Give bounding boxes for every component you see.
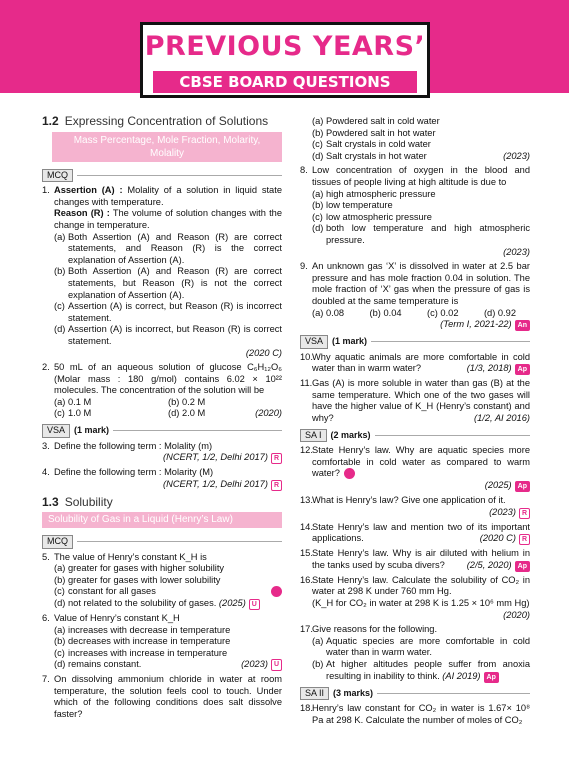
analyse-badge: An: [515, 320, 530, 331]
question-16: 16. State Henry’s law. Calculate the solubility of CO₂ in water at 298 K under 760 mm Hg. (K_H for CO₂ in water at 298 K is 1.25 × 10⁶ mm Hg) (2020): [300, 574, 530, 620]
title-box: [140, 22, 430, 98]
question-2: 2. 50 mL of an aqueous solution of glucose C₆H₁₂O₆ (Molar mass : 180 g/mol) contains 6.02 × 10²² molecules. The concentration of the solution will be (a) 0.1 M (b) 0.2 M (c) 1.0 M (d) 2.0 M (2020): [42, 362, 282, 419]
subsection-henry: Solubility of Gas in a Liquid (Henry’s Law): [42, 512, 282, 528]
mcq-label-row-2: MCQ: [42, 535, 282, 549]
apply-badge: Ap: [484, 672, 499, 683]
sa2-label-row: SA II (3 marks): [300, 687, 530, 701]
understand-badge: U: [271, 659, 282, 671]
question-7-options: (a) Powdered salt in cold water (b) Powdered salt in hot water (c) Salt crystals in cold water (d) Salt crystals in hot water (2023): [312, 116, 530, 161]
sa1-label-row: SA I (2 marks): [300, 429, 530, 443]
page-title: PREVIOUS YEARS’: [144, 31, 426, 62]
question-18: 18. Henry’s law constant for CO₂ in water is 1.67× 10⁸ Pa at 298 K. Calculate the number of moles of CO₂: [300, 703, 530, 725]
understand-badge: U: [249, 599, 260, 610]
apply-badge: Ap: [515, 481, 530, 492]
question-5: 5. The value of Henry’s constant K_H is (a) greater for gases with higher solubility (b) greater for gases with lower solubility (c) constant for all gases (d) not related to the solubility of gases. (2025) U: [42, 552, 282, 610]
question-17: 17. Give reasons for the following. (a) Aquatic species are more comfortable in cold water than in warm water. (b) At higher altitudes people suffer from anoxia resulting in inability to think. (AI 2019) Ap: [300, 624, 530, 681]
question-7: 7. On dissolving ammonium chloride in water at room temperature, the solution feels cool to touch. Under which of the following conditions does salt dissolve faster?: [42, 673, 282, 719]
remember-badge: R: [271, 453, 282, 464]
right-column: [300, 116, 530, 729]
question-11: 11. Gas (A) is more soluble in water than gas (B) at the same temperature. Which one of the two gases will have the higher value of K_H (Henry’s constant) and why? (1/2, AI 2016): [300, 378, 530, 424]
vsa-label-row: VSA (1 mark): [42, 424, 282, 438]
question-13: 13. What is Henry’s law? Give one application of it. (2023) R: [300, 495, 530, 519]
vsa-label-row-right: VSA (1 mark): [300, 335, 530, 349]
apply-badge: Ap: [515, 364, 530, 375]
remember-badge: R: [519, 508, 530, 519]
question-4: 4. Define the following term : Molarity (M) (NCERT, 1/2, Delhi 2017) R: [42, 467, 282, 491]
left-column: [42, 116, 282, 723]
subsection-concentration: Mass Percentage, Mole Fraction, Molarity, Molality: [52, 132, 282, 162]
question-6: 6. Value of Henry’s constant K_H (a) increases with decrease in temperature (b) decreases with increase in temperature (c) increases with increase in temperature (d) remains constant. (2023) U: [42, 613, 282, 671]
page-subtitle: CBSE BOARD QUESTIONS: [153, 71, 417, 93]
new-question-icon: [344, 468, 355, 479]
question-14: 14. State Henry’s law and mention two of its important applications. (2020 C) R: [300, 521, 530, 544]
question-3: 3. Define the following term : Molality (m) (NCERT, 1/2, Delhi 2017) R: [42, 441, 282, 465]
new-question-icon: [271, 586, 282, 597]
remember-badge: R: [271, 480, 282, 491]
question-8: 8. Low concentration of oxygen in the blood and tissues of people living at high altitude is due to (a) high atmospheric pressure (b) low temperature (c) low atmospheric pressure (d) both low temperature and high atmospheric pressure. (2023): [300, 165, 530, 257]
section-1-3-heading: 1.3 Solubility: [42, 494, 113, 509]
question-1: 1. Assertion (A) : Molality of a solution in liquid state changes with temperature. Reason (R) : The volume of solution changes with the change in temperature. (a) Both Assertion (A) and Reason (R) are correct statements, and Reason (R) is the correct explanation of Assertion (A). (b) Both Assertion (A) and Reason (R) are correct statements, but Reason (R) is not the correct explanation of Assertion (A). (c) Assertion (A) is correct, but Reason (R) is incorrect statement. (d) Assertion (A) is incorrect, but Reason (R) is correct statement. (2020 C): [42, 185, 282, 358]
remember-badge: R: [519, 534, 530, 545]
question-10: 10. Why aquatic animals are more comfortable in cold water than in warm water? (1/3, 2018) Ap: [300, 351, 530, 374]
section-1-2-heading: 1.2 Expressing Concentration of Solutions: [42, 114, 269, 128]
apply-badge: Ap: [515, 561, 530, 572]
question-9: 9. An unknown gas ‘X’ is dissolved in water at 2.5 bar pressure and has mole fraction 0.04 in solution. The mole fraction of ‘X’ gas when the pressure of gas is doubled at the same temperature is (a) 0.08 (b) 0.04 (c) 0.02 (d) 0.92 (Term I, 2021-22) An: [300, 261, 530, 330]
mcq-label-row: MCQ: [42, 169, 282, 183]
question-12: 12. State Henry’s law. Why are aquatic species more comfortable in cold water as compared to warm water? (2025) Ap: [300, 445, 530, 491]
question-15: 15. State Henry’s law. Why is air diluted with helium in the tanks used by scuba divers? (2/5, 2020) Ap: [300, 548, 530, 570]
